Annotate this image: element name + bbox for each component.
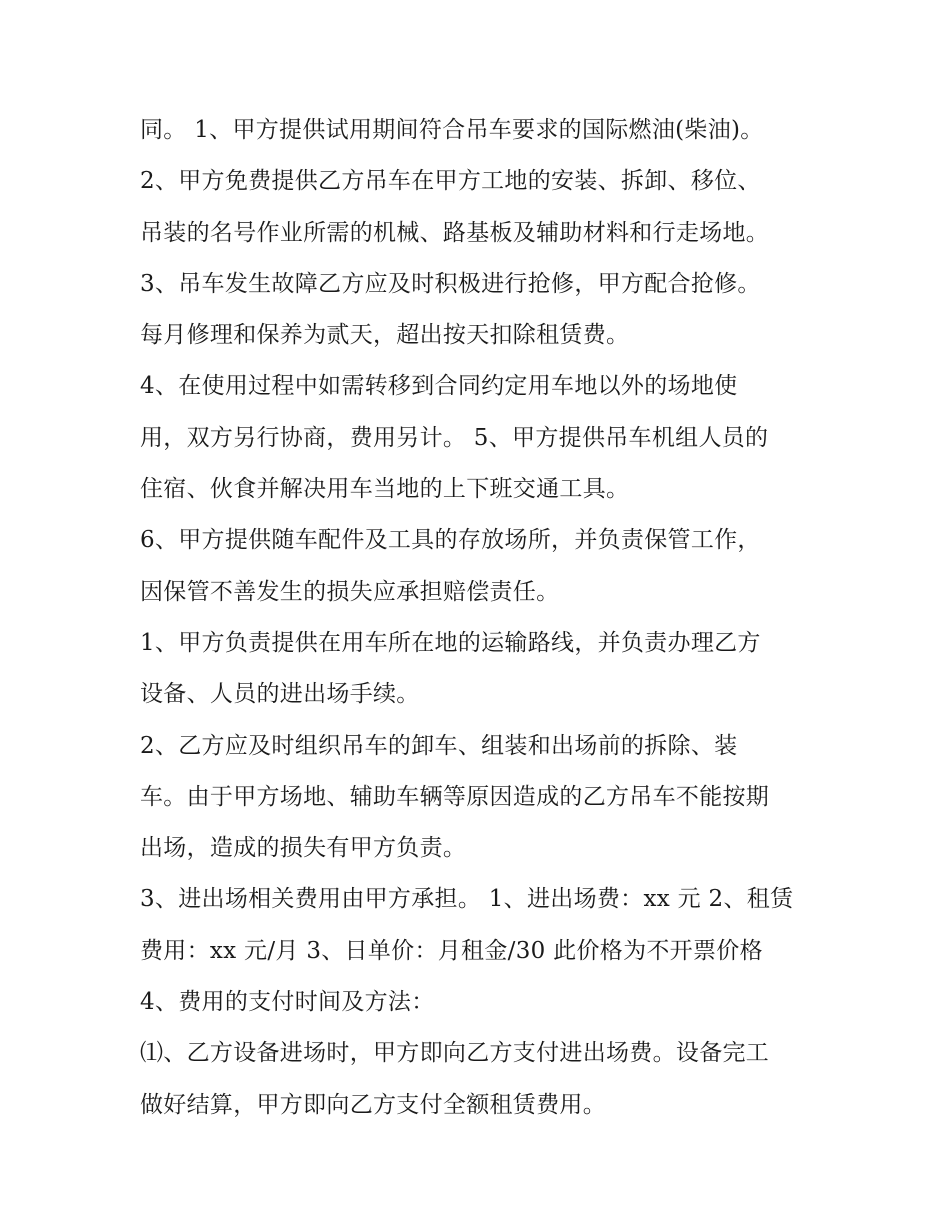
- text-line: 2、甲方免费提供乙方吊车在甲方工地的安装、拆卸、移位、: [140, 168, 761, 195]
- text-line: 设备、人员的进出场手续。: [140, 681, 420, 708]
- text-line: 费用：xx 元/月 3、日单价：月租金/30 此价格为不开票价格: [140, 937, 763, 964]
- text-line: 6、甲方提供随车配件及工具的存放场所，并负责保管工作，: [140, 527, 761, 554]
- document-body: [140, 105, 830, 1131]
- text-line: 住宿、伙食并解决用车当地的上下班交通工具。: [140, 476, 630, 503]
- text-line: 因保管不善发生的损失应承担赔偿责任。: [140, 578, 560, 605]
- text-line: 用，双方另行协商，费用另计。 5、甲方提供吊车机组人员的: [140, 424, 769, 451]
- text-line: 吊装的名号作业所需的机械、路基板及辅助材料和行走场地。: [140, 219, 770, 246]
- text-line: 3、吊车发生故障乙方应及时积极进行抢修，甲方配合抢修。: [140, 270, 761, 297]
- text-line: 出场，造成的损失有甲方负责。: [140, 835, 467, 862]
- text-line: ⑴、乙方设备进场时，甲方即向乙方支付进出场费。设备完工: [140, 1040, 770, 1067]
- text-line: 每月修理和保养为贰天，超出按天扣除租赁费。: [140, 322, 630, 349]
- text-line: 2、乙方应及时组织吊车的卸车、组装和出场前的拆除、装: [140, 732, 738, 759]
- text-line: 1、甲方负责提供在用车所在地的运输路线，并负责办理乙方: [140, 629, 761, 656]
- text-line: 3、进出场相关费用由甲方承担。 1、进出场费：xx 元 2、租赁: [140, 886, 794, 913]
- text-line: 4、费用的支付时间及方法：: [140, 989, 435, 1016]
- text-line: 同。 1、甲方提供试用期间符合吊车要求的国际燃油(柴油)。: [140, 117, 764, 143]
- text-line: 车。由于甲方场地、辅助车辆等原因造成的乙方吊车不能按期: [140, 783, 770, 810]
- text-line: 做好结算，甲方即向乙方支付全额租赁费用。: [140, 1091, 606, 1118]
- text-line: 4、在使用过程中如需转移到合同约定用车地以外的场地使: [140, 373, 738, 400]
